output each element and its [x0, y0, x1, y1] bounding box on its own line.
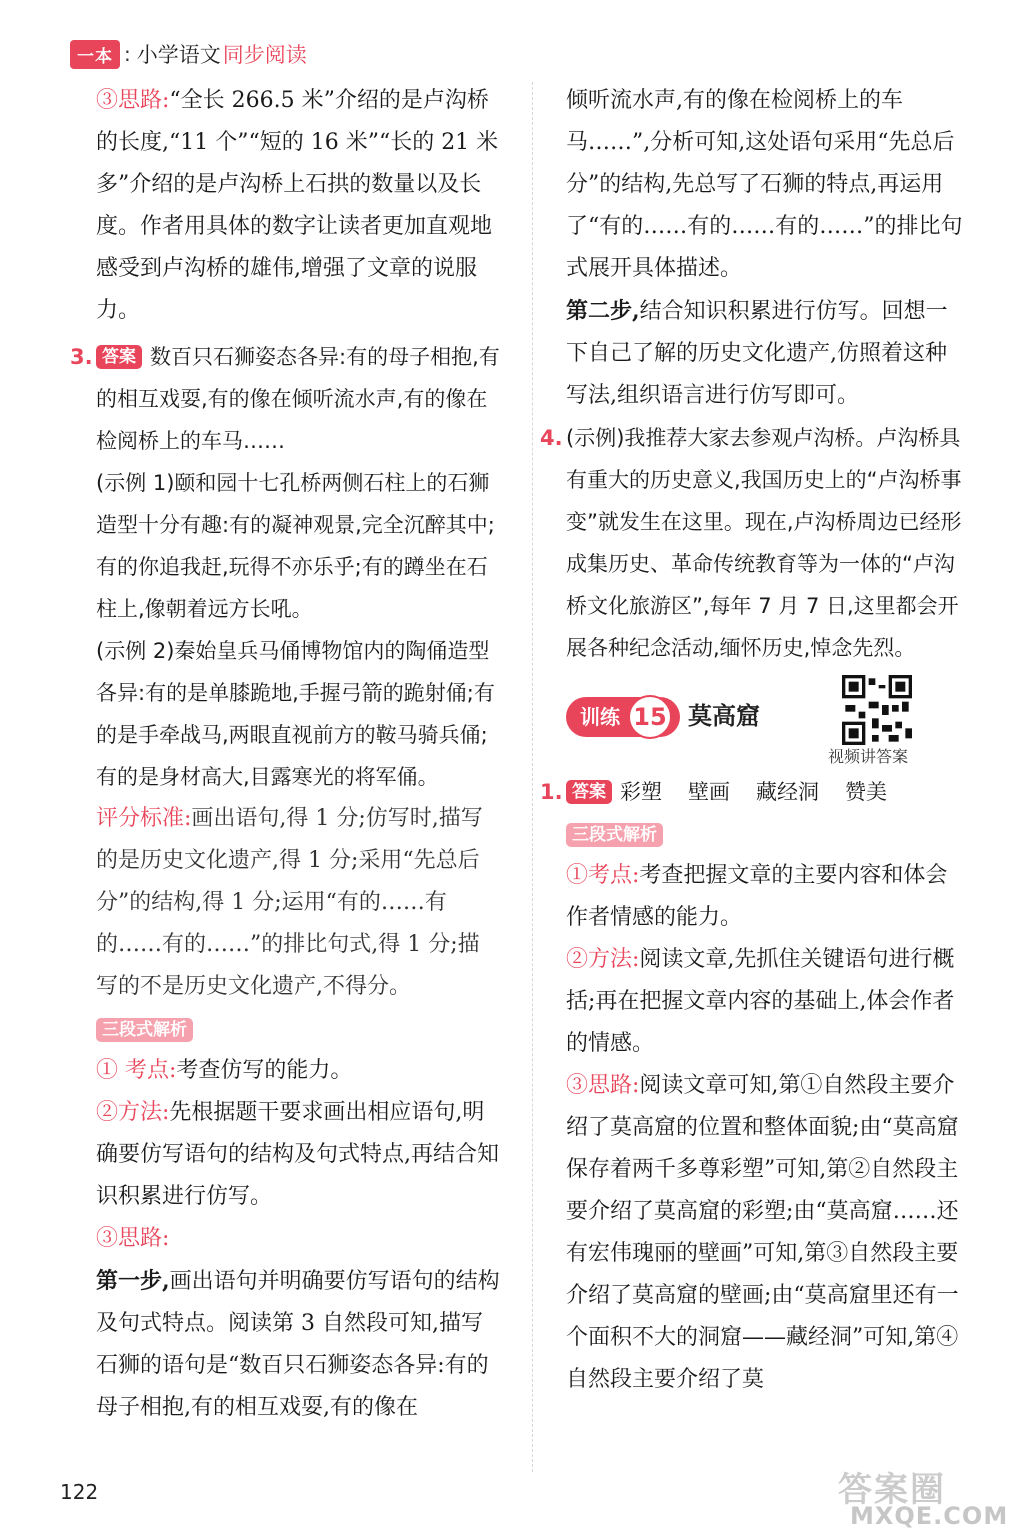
- question-4-text: (示例)我推荐大家去参观卢沟桥。卢沟桥具有重大的历史意义,我国历史上的“卢沟桥事变”就发生在这里。现在,卢沟桥周边已经形成集历史、革命传统教育等为一体的“卢沟桥文化旅游区”,每年 7 月 7 日,这里都会开展各种纪念活动,缅怀历史,悼念先烈。: [566, 426, 962, 660]
- question-1: [540, 771, 968, 813]
- lesson-title: 莫高窟: [688, 701, 760, 730]
- header-separator: :: [124, 42, 131, 66]
- question-number: 3.: [70, 345, 93, 369]
- analysis-label: ① 考点:: [96, 1058, 177, 1083]
- answer-word: 藏经洞: [756, 780, 819, 804]
- analysis-label: ③思路:: [96, 1226, 170, 1251]
- analysis-badge: 三段式解析: [566, 823, 663, 847]
- answer-word: 壁画: [688, 780, 730, 804]
- scoring-text: 画出语句,得 1 分;仿写时,描写的是历史文化遗产,得 1 分;采用“先总后分”的结构,得 1 分;运用“有的……有的……有的……”的排比句式,得 1 分;描写的不是历史文化遗产,不得分。: [96, 806, 483, 999]
- analysis-text: 考查仿写的能力。: [176, 1058, 353, 1083]
- training-section-header: [566, 675, 968, 771]
- analysis-text: 阅读文章可知,第①自然段主要介绍了莫高窟的位置和整体面貌;由“莫高窟保存着两千多尊彩塑”可知,第②自然段主要介绍了莫高窟的彩塑;由“莫高窟……还有宏伟瑰丽的壁画”可知,第③自然段主要介绍了莫高窟的壁画;由“莫高窟里还有一个面积不大的洞窟——藏经洞”可知,第④自然段主要介绍了莫: [566, 1073, 959, 1392]
- brand-logo: 一本: [70, 40, 120, 69]
- step-text: 画出语句并明确要仿写语句的结构及句式特点。阅读第 3 自然段可知,描写石狮的语句是“数百只石狮姿态各异:有的母子相抱,有的相互戏耍,有的像在: [96, 1269, 500, 1420]
- watermark-url: MXQE.COM: [850, 1502, 1009, 1530]
- page-number: 122: [60, 1480, 99, 1504]
- example-2: (示例 2)秦始皇兵马俑博物馆内的陶俑造型各异:有的是单膝跪地,手握弓箭的跪射俑;有的是手牵战马,两眼直视前方的鞍马骑兵俑;有的是身材高大,目露寒光的将军俑。: [96, 639, 495, 789]
- subject-title: 小学语文: [136, 43, 221, 67]
- analysis-text: 考查把握文章的主要内容和体会作者情感的能力。: [566, 863, 948, 930]
- answer-text: 数百只石狮姿态各异:有的母子相抱,有的相互戏耍,有的像在倾听流水声,有的像在检阅桥上的车马……: [96, 345, 500, 453]
- answer-badge: 答案: [566, 780, 612, 804]
- analysis-label: ①考点:: [566, 863, 640, 888]
- analysis-label: ②方法:: [96, 1100, 170, 1125]
- answer-badge: 答案: [96, 345, 142, 369]
- training-pill: [566, 697, 680, 737]
- analysis-point-2: [96, 1092, 500, 1218]
- right-column: [540, 80, 968, 1401]
- training-number: 15: [628, 695, 672, 739]
- analysis-point-3: [566, 1065, 968, 1401]
- watermark-logo-text: 答案圈: [838, 1470, 946, 1510]
- answer-paragraph: [96, 336, 500, 462]
- training-label: 训练: [580, 705, 620, 729]
- example-1: (示例 1)颐和园十七孔桥两侧石柱上的石狮造型十分有趣:有的凝神观景,完全沉醉其中;有的你追我赶,玩得不亦乐乎;有的蹲坐在石柱上,像朝着远方长吼。: [96, 471, 495, 621]
- answer-word: 彩塑: [620, 780, 662, 804]
- question-4: [540, 417, 968, 669]
- question-3: [70, 336, 500, 462]
- analysis-point-2: [566, 939, 968, 1065]
- scoring-criteria: [96, 798, 500, 1008]
- thinking-label: ③思路:: [96, 88, 170, 113]
- scoring-label: 评分标准:: [96, 806, 192, 831]
- step-label: 第二步,: [566, 298, 640, 324]
- qr-code-icon[interactable]: [842, 675, 912, 745]
- analysis-label: ③思路:: [566, 1073, 640, 1098]
- step-text: 结合知识积累进行仿写。回想一下自己了解的历史文化遗产,仿照着这种写法,组织语言进行仿写即可。: [566, 299, 948, 408]
- analysis-badge: 三段式解析: [96, 1018, 193, 1042]
- thinking-text: “全长 266.5 米”介绍的是卢沟桥的长度,“11 个”“短的 16 米”“长的 21 米多”介绍的是卢沟桥上石拱的数量以及长度。作者用具体的数字让读者更加直观地感受到卢沟桥的雄伟,增强了文章的说服力。: [96, 88, 499, 323]
- page-header: [70, 38, 307, 70]
- column-divider: [532, 82, 534, 1472]
- left-column: [70, 80, 500, 1429]
- question-number: 1.: [540, 780, 563, 804]
- analysis-point-1: [566, 855, 968, 939]
- step-label: 第一步,: [96, 1268, 170, 1294]
- step-1: [96, 1260, 500, 1429]
- question-number: 4.: [540, 426, 563, 450]
- qr-caption: 视频讲答案: [828, 747, 909, 766]
- analysis-point-3: [96, 1218, 500, 1260]
- analysis-text: 阅读文章,先抓住关键语句进行概括;再在把握文章内容的基础上,体会作者的情感。: [566, 947, 955, 1056]
- thinking-paragraph: [96, 80, 500, 332]
- continued-text: 倾听流水声,有的像在检阅桥上的车马……”,分析可知,这处语句采用“先总后分”的结构,先总写了石狮的特点,再运用了“有的……有的……有的……”的排比句式展开具体描述。: [566, 88, 963, 281]
- analysis-label: ②方法:: [566, 947, 640, 972]
- series-title: 同步阅读: [222, 43, 307, 67]
- analysis-header: [96, 1008, 500, 1050]
- analysis-point-1: [96, 1050, 500, 1092]
- analysis-header: [566, 813, 968, 855]
- answer-row: [566, 771, 968, 813]
- analysis-text: 先根据题干要求画出相应语句,明确要仿写语句的结构及句式特点,再结合知识积累进行仿写。: [96, 1100, 499, 1209]
- answer-word: 赞美: [845, 780, 887, 804]
- step-2: [566, 290, 968, 417]
